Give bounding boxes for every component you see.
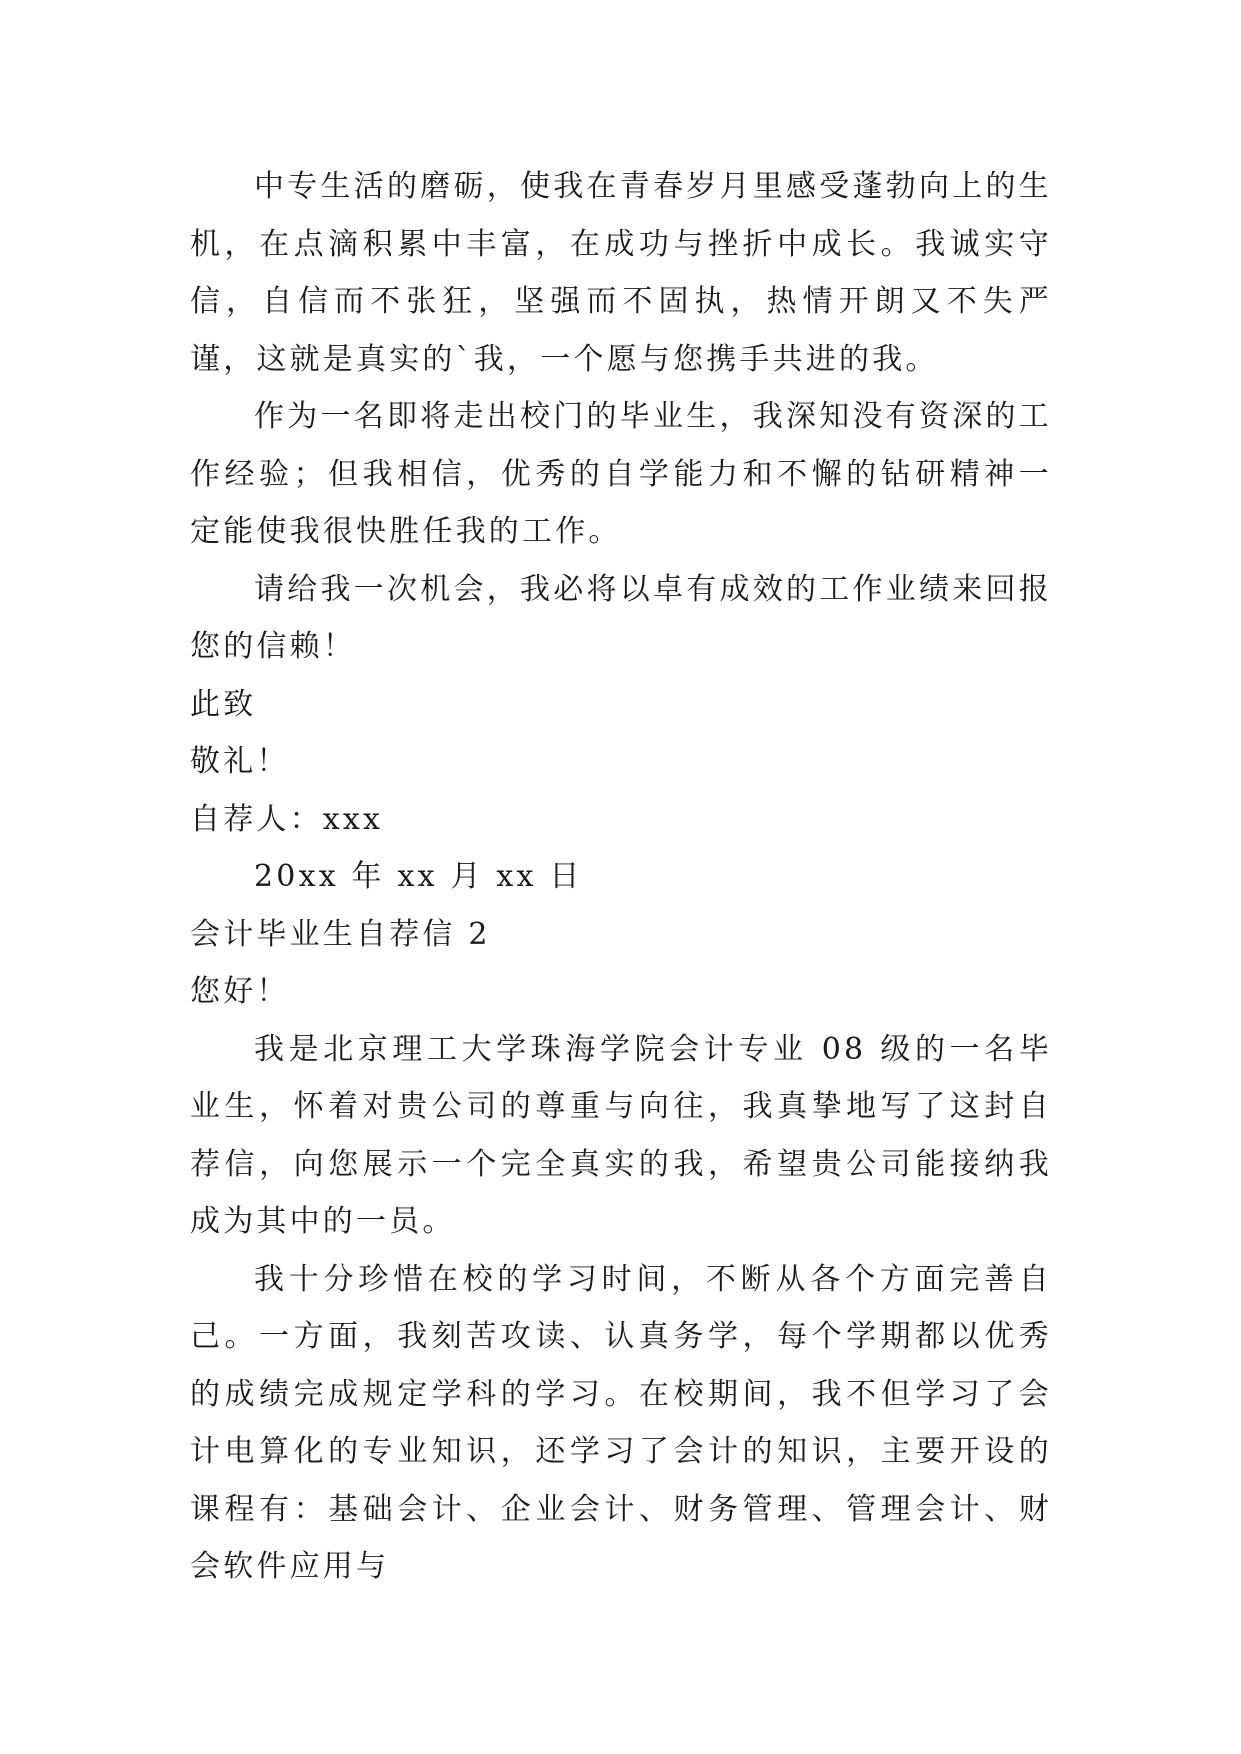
letter-body — [190, 158, 1052, 1596]
section-heading: 会计毕业生自荐信 2 — [190, 916, 491, 952]
greeting: 您好！ — [190, 974, 290, 1009]
closing-regards: 敬礼！ — [190, 744, 290, 779]
paragraph-introduction: 我是北京理工大学珠海学院会计专业 08 级的一名毕业生，怀着对贵公司的尊重与向往，我真挚地写了这封自荐信，向您展示一个完全真实的我，希望贵公司能接纳我成为其中的一员。 — [190, 1031, 1052, 1239]
paragraph-studies: 我十分珍惜在校的学习时间，不断从各个方面完善自己。一方面，我刻苦攻读、认真务学，每个学期都以优秀的成绩完成规定学科的学习。在校期间，我不但学习了会计电算化的专业知识，还学习了会计的知识，主要开设的课程有：基础会计、企业会计、财务管理、管理会计、财会软件应用与 — [190, 1261, 1052, 1584]
paragraph-personal-qualities: 中专生活的磨砺，使我在青春岁月里感受蓬勃向上的生机，在点滴积累中丰富，在成功与挫折中成长。我诚实守信，自信而不张狂，坚强而不固执，热情开朗又不失严谨，这就是真实的`我，一个愿与您携手共进的我。 — [190, 169, 1052, 377]
paragraph-graduate-confidence: 作为一名即将走出校门的毕业生，我深知没有资深的工作经验；但我相信，优秀的自学能力和不懈的钻研精神一定能使我很快胜任我的工作。 — [190, 399, 1052, 549]
signature-line: 自荐人：xxx — [190, 801, 384, 837]
closing-salutation: 此致 — [190, 686, 257, 722]
date-line: 20xx 年 xx 月 xx 日 — [254, 859, 583, 894]
paragraph-request-opportunity: 请给我一次机会，我必将以卓有成效的工作业绩来回报您的信赖！ — [190, 571, 1052, 664]
